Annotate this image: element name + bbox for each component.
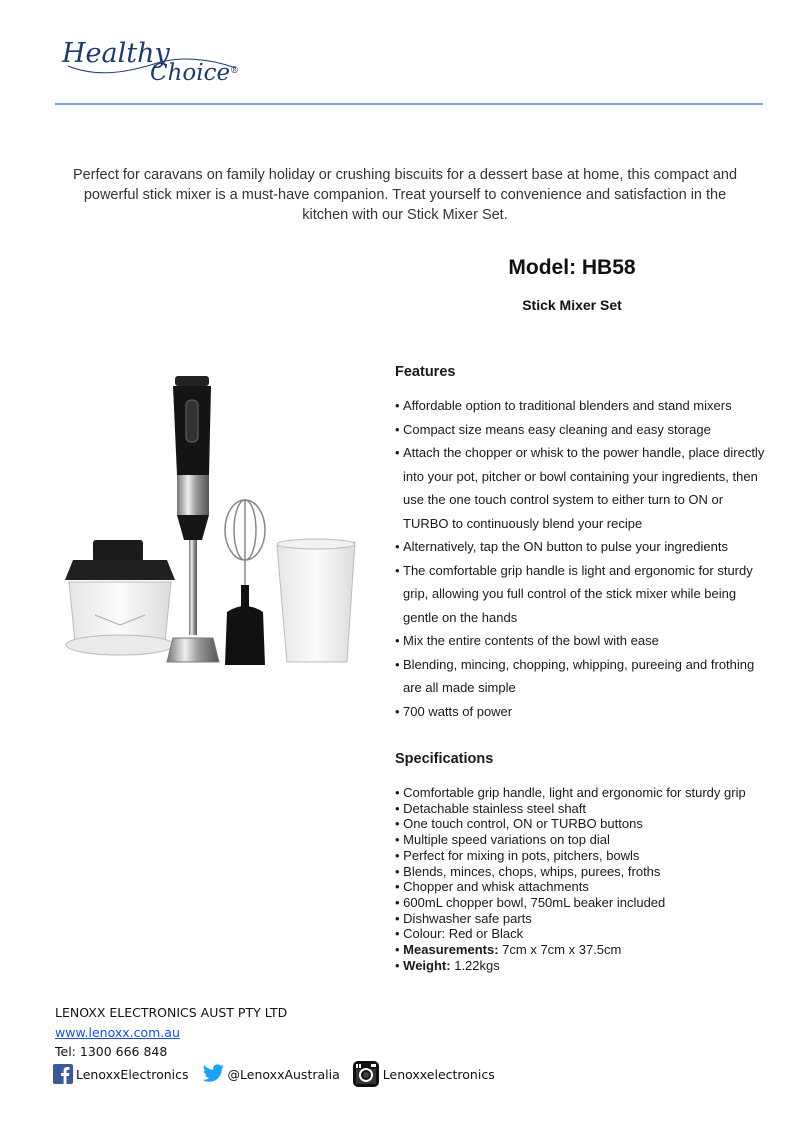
twitter-icon — [201, 1064, 225, 1084]
features-heading: Features — [395, 364, 456, 380]
feature-item: • Alternatively, tap the ON button to pulse your ingredients — [395, 539, 728, 554]
company-name: LENOXX ELECTRONICS AUST PTY LTD — [55, 1005, 288, 1020]
feature-item: • Affordable option to traditional blenders and stand mixers — [395, 398, 732, 413]
website-link[interactable]: www.lenoxx.com.au — [55, 1024, 180, 1040]
footer-contact — [55, 1003, 287, 1062]
spec-item: • Detachable stainless steel shaft — [395, 800, 586, 816]
spec-measurements: • Measurements: 7cm x 7cm x 37.5cm — [395, 942, 622, 958]
spec-item: • One touch control, ON or TURBO buttons — [395, 816, 643, 832]
twitter-handle: @LenoxxAustralia — [227, 1066, 340, 1082]
specifications-list — [395, 785, 775, 973]
spec-weight: • Weight: 1.22kgs — [395, 957, 500, 973]
feature-item: • Mix the entire contents of the bowl with ease — [395, 633, 659, 648]
instagram-link[interactable] — [352, 1060, 495, 1088]
spec-item: • Comfortable grip handle, light and ergonomic for sturdy grip — [395, 785, 746, 800]
model-title: Model: HB58 — [508, 256, 636, 279]
facebook-handle: LenoxxElectronics — [76, 1066, 189, 1082]
feature-item: • Compact size means easy cleaning and easy storage — [395, 421, 711, 437]
instagram-handle: Lenoxxelectronics — [382, 1066, 495, 1082]
logo-text-choice: Choice — [150, 60, 231, 86]
twitter-link[interactable] — [201, 1064, 340, 1084]
feature-item: • Blending, mincing, chopping, whipping, pureeing and frothing are all made simple — [395, 656, 755, 695]
healthy-choice-logo — [58, 28, 248, 98]
header-divider — [55, 103, 763, 105]
features-list — [395, 394, 770, 723]
instagram-icon — [352, 1060, 380, 1088]
spec-item: • Perfect for mixing in pots, pitchers, bowls — [395, 847, 640, 863]
spec-item: • Colour: Red or Black — [395, 926, 524, 942]
social-links — [53, 1060, 507, 1088]
logo-text-healthy: Healthy — [62, 38, 170, 69]
spec-item: • Chopper and whisk attachments — [395, 879, 589, 895]
feature-item: • 700 watts of power — [395, 703, 513, 719]
specifications-heading: Specifications — [395, 751, 494, 767]
facebook-icon — [53, 1064, 73, 1084]
facebook-link[interactable] — [53, 1064, 189, 1084]
spec-item: • Blends, minces, chops, whips, purees, froths — [395, 863, 661, 879]
product-image — [55, 370, 365, 680]
feature-item: • Attach the chopper or whisk to the power handle, place directly into your pot, pitcher or bowl containing your ingredients, then use the one touch control system to either turn to ON or TURBO to continuously blend your recipe — [395, 445, 765, 531]
intro-paragraph: Perfect for caravans on family holiday or crushing biscuits for a dessert base at home, this compact and powerful stick mixer is a must-have companion. Treat yourself to convenience and satisfaction in the kitchen with our Stick Mixer Set. — [72, 166, 738, 223]
feature-item: • The comfortable grip handle is light and ergonomic for sturdy grip, allowing you full control of the stick mixer while being gentle on the hands — [395, 562, 753, 625]
spec-item: • 600mL chopper bowl, 750mL beaker included — [395, 894, 666, 910]
spec-item: • Dishwasher safe parts — [395, 910, 532, 926]
phone-number: Tel: 1300 666 848 — [55, 1044, 168, 1059]
spec-item: • Multiple speed variations on top dial — [395, 832, 610, 848]
product-subtitle: Stick Mixer Set — [522, 297, 622, 313]
logo-registered-mark: ® — [230, 66, 239, 76]
